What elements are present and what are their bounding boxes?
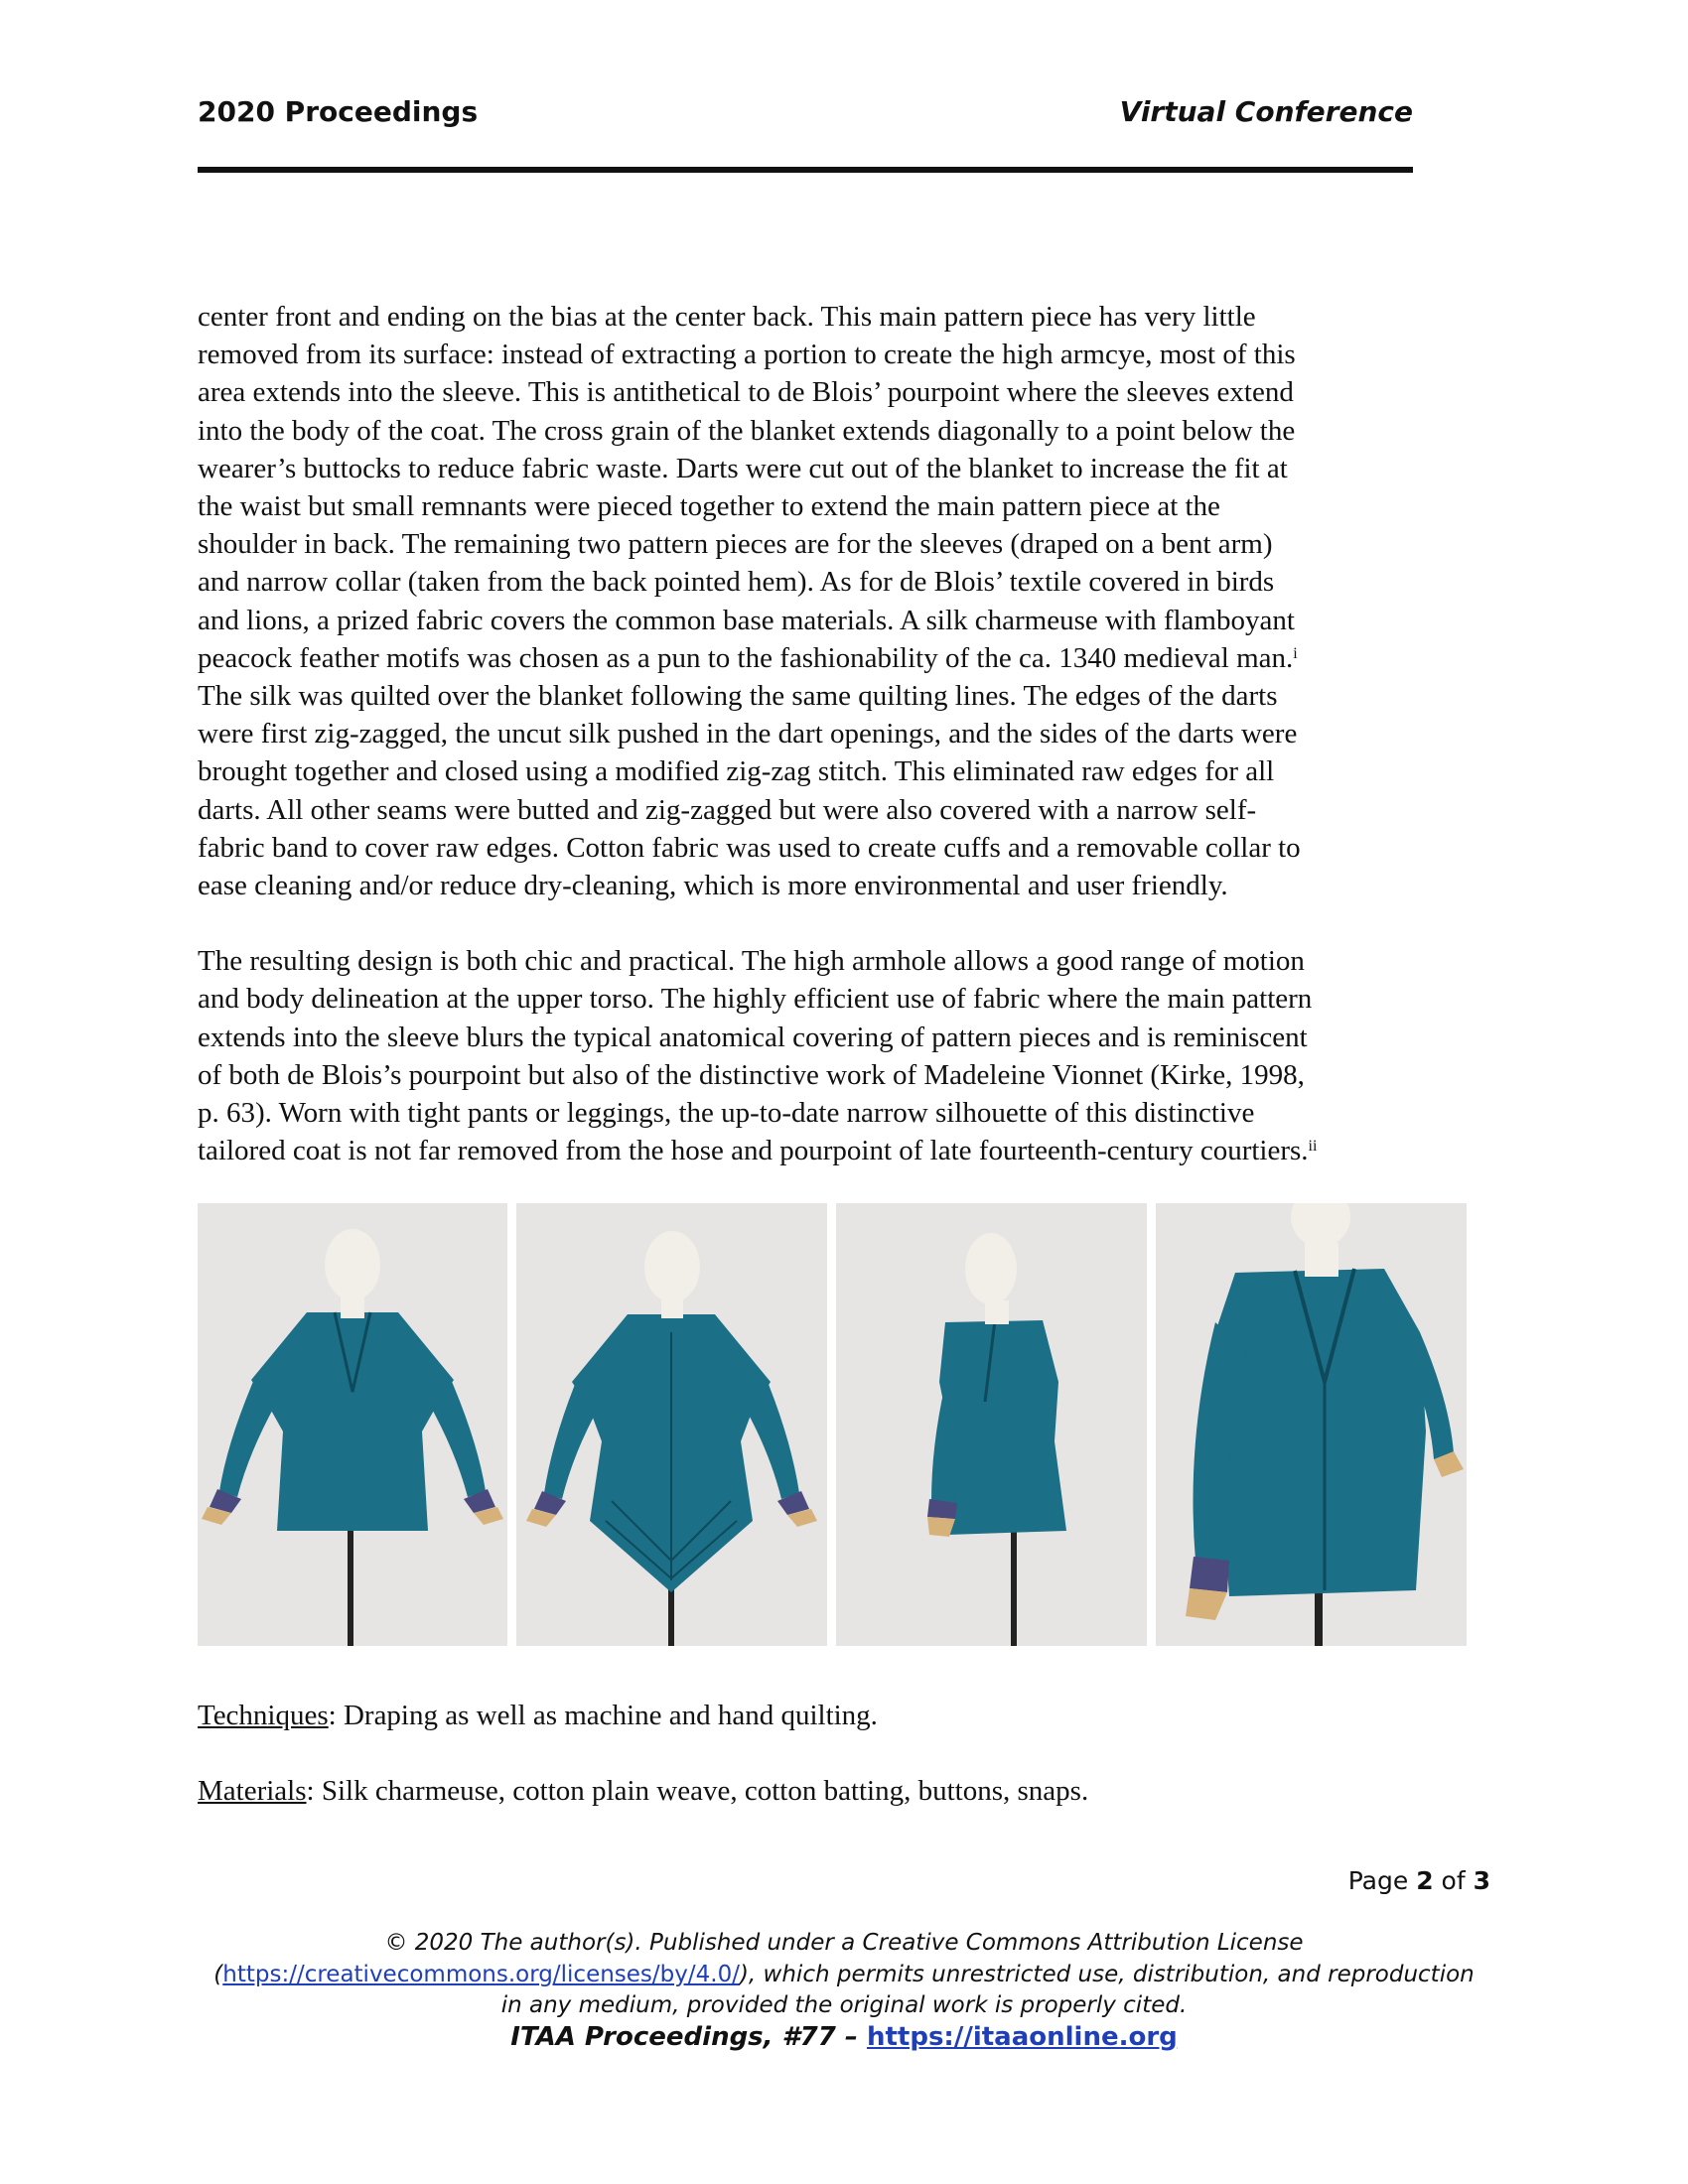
text-line-content: peacock feather motifs was chosen as a pun to the fashionability of the ca. 1340 medieval man. (198, 641, 1294, 674)
text-line: brought together and closed using a modified zig-zag stitch. This eliminated raw edges for all (198, 755, 1275, 788)
text-line: p. 63). Worn with tight pants or leggings, the up-to-date narrow silhouette of this distinctive (198, 1097, 1255, 1130)
text-line: The resulting design is both chic and practical. The high armhole allows a good range of motion (198, 945, 1305, 978)
coat-photo-front (198, 1203, 507, 1646)
materials-line (198, 1775, 1088, 1808)
license-line-rest: ), which permits unrestricted use, distribution, and reproduction (739, 1961, 1475, 1987)
page-current: 2 (1416, 1866, 1434, 1895)
license-footer (149, 1928, 1539, 2053)
text-line (198, 1132, 1492, 1169)
endnote-marker-i[interactable]: i (1293, 644, 1298, 662)
license-line (149, 1960, 1539, 1991)
text-line: ease cleaning and/or reduce dry-cleaning, which is more environmental and user friendly. (198, 870, 1228, 902)
coat-photo-detail (1156, 1203, 1467, 1646)
header-rule (198, 167, 1413, 173)
text-line: removed from its surface: instead of extracting a portion to create the high armcye, most of this (198, 339, 1296, 371)
coat-photo-strip (0, 1203, 1688, 1650)
article-body (198, 298, 1492, 1169)
text-line: The silk was quilted over the blanket following the same quilting lines. The edges of the darts (198, 680, 1278, 713)
page-total: 3 (1473, 1866, 1490, 1895)
materials-text: : Silk charmeuse, cotton plain weave, cotton batting, buttons, snaps. (306, 1775, 1089, 1807)
page-number (1348, 1866, 1490, 1895)
text-line: shoulder in back. The remaining two pattern pieces are for the sleeves (draped on a bent arm) (198, 528, 1273, 561)
text-line-content: tailored coat is not far removed from the hose and pourpoint of late fourteenth-century courtiers. (198, 1135, 1309, 1167)
text-line: into the body of the coat. The cross grain of the blanket extends diagonally to a point below the (198, 414, 1296, 447)
journal-line (149, 2022, 1539, 2054)
text-line: and lions, a prized fabric covers the common base materials. A silk charmeuse with flamboyant (198, 604, 1295, 636)
license-link[interactable]: https://creativecommons.org/licenses/by/4.0/ (222, 1961, 740, 1987)
paragraph-result (198, 942, 1492, 1169)
text-line: extends into the sleeve blurs the typical anatomical covering of pattern pieces and is reminiscent (198, 1021, 1308, 1053)
journal-name: ITAA Proceedings, #77 – (510, 2021, 867, 2052)
coat-photo-back (516, 1203, 827, 1646)
citation-line: in any medium, provided the original work is properly cited. (500, 1992, 1188, 2018)
coat-photo-side (836, 1203, 1147, 1646)
text-line: were first zig-zagged, the uncut silk pushed in the dart openings, and the sides of the darts were (198, 718, 1298, 751)
text-line: the waist but small remnants were pieced together to extend the main pattern piece at the (198, 490, 1220, 523)
text-line: of both de Blois’s pourpoint but also of the distinctive work of Madeleine Vionnet (Kirke, 1998, (198, 1058, 1305, 1091)
copyright-line: © 2020 The author(s). Published under a Creative Commons Attribution License (384, 1930, 1304, 1956)
text-line: area extends into the sleeve. This is antithetical to de Blois’ pourpoint where the sleeves extend (198, 376, 1294, 409)
techniques-label: Techniques (198, 1700, 329, 1731)
license-open-paren: ( (213, 1961, 223, 1987)
materials-label: Materials (198, 1775, 307, 1807)
techniques-line (198, 1700, 878, 1732)
page-of: of (1433, 1866, 1474, 1895)
header-proceedings-title: 2020 Proceedings (198, 95, 479, 128)
text-line (198, 639, 1492, 677)
text-line: and body delineation at the upper torso. The highly efficient use of fabric where the main pattern (198, 983, 1313, 1016)
endnote-marker-ii[interactable]: ii (1308, 1138, 1318, 1156)
text-line: fabric band to cover raw edges. Cotton fabric was used to create cuffs and a removable collar to (198, 831, 1301, 864)
text-line: and narrow collar (taken from the back pointed hem). As for de Blois’ textile covered in birds (198, 566, 1275, 599)
text-line: darts. All other seams were butted and zig-zagged but were also covered with a narrow self- (198, 793, 1257, 826)
text-line: wearer’s buttocks to reduce fabric waste. Darts were cut out of the blanket to increase the fit at (198, 452, 1288, 484)
page-prefix: Page (1347, 1866, 1417, 1895)
header-conference-title: Virtual Conference (1119, 95, 1413, 128)
journal-link[interactable]: https://itaaonline.org (866, 2021, 1178, 2052)
techniques-text: : Draping as well as machine and hand quilting. (328, 1700, 878, 1731)
paragraph-construction (198, 298, 1492, 904)
text-line: center front and ending on the bias at the center back. This main pattern piece has very little (198, 301, 1256, 333)
running-header (198, 95, 1413, 139)
